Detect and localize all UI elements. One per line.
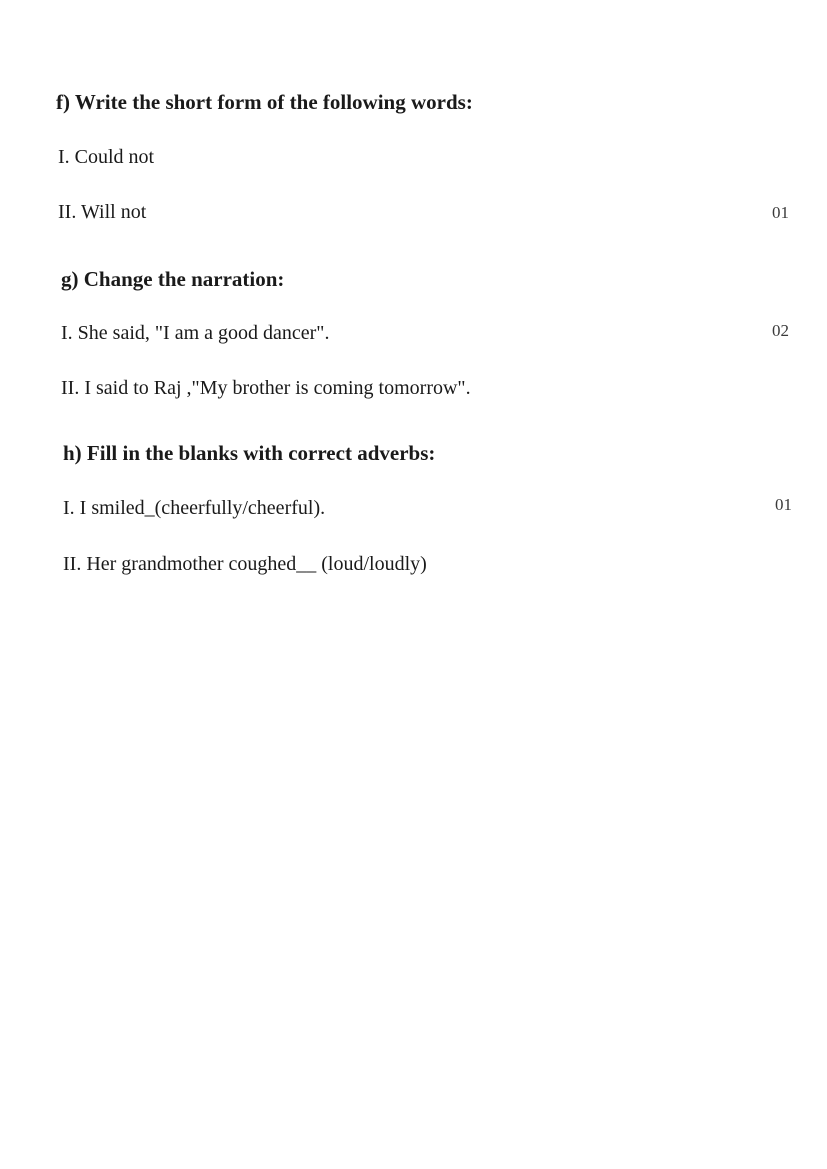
section-f-item-2: II. Will not [58,201,147,223]
section-f-item-1: I. Could not [58,146,155,168]
section-h-marks: 01 [775,495,792,514]
section-g-marks: 02 [772,321,789,340]
section-h-item-2: II. Her grandmother coughed__ (loud/loudly) [63,553,427,575]
section-g-heading: g) Change the narration: [61,267,285,291]
section-h-heading: h) Fill in the blanks with correct adverbs: [63,441,436,465]
section-h-item-1: I. I smiled_(cheerfully/cheerful). [63,497,326,519]
section-f-heading: f) Write the short form of the following words: [56,90,473,114]
section-f-marks: 01 [772,203,789,222]
section-g-item-1: I. She said, "I am a good dancer". [61,322,330,344]
section-g-item-2: II. I said to Raj ,"My brother is coming tomorrow". [61,377,471,399]
